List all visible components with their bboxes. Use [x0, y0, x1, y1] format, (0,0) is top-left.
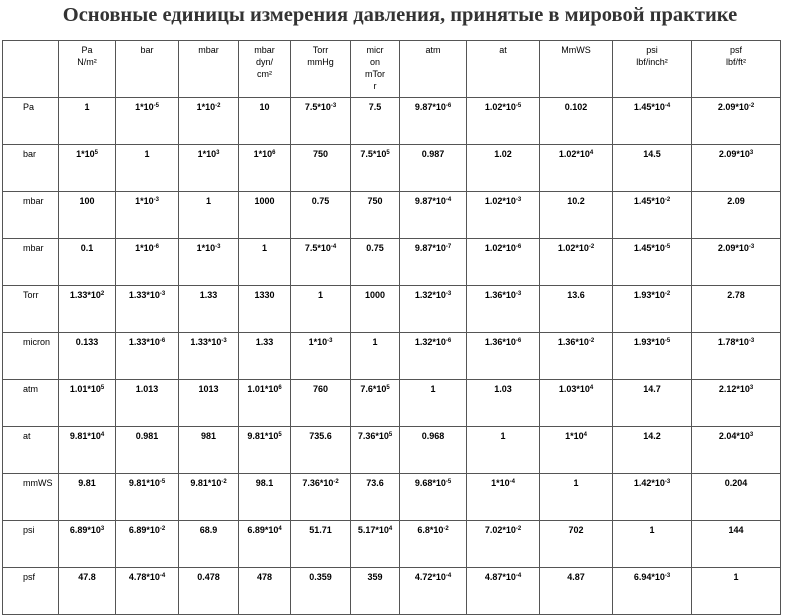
row-header: mbar: [3, 192, 59, 239]
table-cell: $6.94*10^{-3}$: [613, 568, 692, 615]
table-cell: 750: [351, 192, 400, 239]
table-cell: $1.32*10^{-6}$: [400, 333, 467, 380]
table-cell: 760: [291, 380, 351, 427]
table-cell: $1*10^{-4}$: [467, 474, 540, 521]
table-cell: 0.968: [400, 427, 467, 474]
row-header: psi: [3, 521, 59, 568]
row-header: atm: [3, 380, 59, 427]
table-cell: 100: [59, 192, 116, 239]
table-cell: $1.02*10^{-6}$: [467, 239, 540, 286]
table-cell: 1: [239, 239, 291, 286]
table-row: [3, 98, 781, 145]
table-cell: 68.9: [179, 521, 239, 568]
table-cell: $1.02*10^4$: [540, 145, 613, 192]
table-cell: 1: [467, 427, 540, 474]
column-header: psf lbf/ft²: [692, 41, 781, 98]
table-row: [3, 568, 781, 615]
table-cell: 0.478: [179, 568, 239, 615]
row-header: bar: [3, 145, 59, 192]
table-cell: $1.36*10^{-6}$: [467, 333, 540, 380]
table-cell: 1013: [179, 380, 239, 427]
table-cell: 0.133: [59, 333, 116, 380]
table-cell: 1: [351, 333, 400, 380]
table-cell: 98.1: [239, 474, 291, 521]
table-cell: $6.89*10^3$: [59, 521, 116, 568]
table-cell: 2.09: [692, 192, 781, 239]
table-cell: 13.6: [540, 286, 613, 333]
table-cell: 47.8: [59, 568, 116, 615]
table-cell: $4.78*10^{-4}$: [116, 568, 179, 615]
table-cell: $1.45*10^{-5}$: [613, 239, 692, 286]
table-cell: 0.75: [291, 192, 351, 239]
column-header: Torr mmHg: [291, 41, 351, 98]
row-header: Torr: [3, 286, 59, 333]
table-cell: $2.09*10^{-3}$: [692, 239, 781, 286]
table-cell: $2.04*10^3$: [692, 427, 781, 474]
table-cell: $6.89*10^4$: [239, 521, 291, 568]
table-cell: 359: [351, 568, 400, 615]
table-cell: $1.33*10^{-3}$: [116, 286, 179, 333]
column-header: bar: [116, 41, 179, 98]
row-header: at: [3, 427, 59, 474]
table-row: [3, 239, 781, 286]
table-cell: 478: [239, 568, 291, 615]
table-cell: $7.02*10^{-2}$: [467, 521, 540, 568]
table-cell: 1330: [239, 286, 291, 333]
table-cell: $1.33*10^{-3}$: [179, 333, 239, 380]
table-cell: $1*10^5$: [59, 145, 116, 192]
row-header: mmWS: [3, 474, 59, 521]
table-cell: $9.68*10^{-5}$: [400, 474, 467, 521]
table-cell: 1000: [351, 286, 400, 333]
table-row: [3, 286, 781, 333]
table-cell: 1.33: [239, 333, 291, 380]
table-cell: $1.02*10^{-2}$: [540, 239, 613, 286]
table-cell: $1*10^{-3}$: [116, 192, 179, 239]
table-cell: $2.09*10^{-2}$: [692, 98, 781, 145]
table-cell: $6.8*10^{-2}$: [400, 521, 467, 568]
corner-cell: [3, 41, 59, 98]
table-cell: $1*10^{-3}$: [179, 239, 239, 286]
table-cell: $1.78*10^{-3}$: [692, 333, 781, 380]
table-cell: 4.87: [540, 568, 613, 615]
table-row: [3, 474, 781, 521]
table-cell: $9.81*10^{-2}$: [179, 474, 239, 521]
table-cell: $5.17*10^4$: [351, 521, 400, 568]
table-cell: $7.5*10^5$: [351, 145, 400, 192]
table-cell: 750: [291, 145, 351, 192]
table-cell: $1.36*10^{-3}$: [467, 286, 540, 333]
table-cell: 1.02: [467, 145, 540, 192]
table-cell: 0.359: [291, 568, 351, 615]
row-header: mbar: [3, 239, 59, 286]
table-cell: 144: [692, 521, 781, 568]
table-cell: 0.987: [400, 145, 467, 192]
table-cell: $9.81*10^{-5}$: [116, 474, 179, 521]
table-cell: 1: [116, 145, 179, 192]
table-cell: 14.7: [613, 380, 692, 427]
conversion-table: [2, 40, 781, 615]
table-cell: 0.102: [540, 98, 613, 145]
table-cell: 0.75: [351, 239, 400, 286]
table-cell: $1.02*10^{-3}$: [467, 192, 540, 239]
table-cell: 981: [179, 427, 239, 474]
row-header: micron: [3, 333, 59, 380]
table-cell: $1.45*10^{-4}$: [613, 98, 692, 145]
column-header: micr on mTor r: [351, 41, 400, 98]
table-cell: 702: [540, 521, 613, 568]
table-cell: $1.02*10^{-5}$: [467, 98, 540, 145]
table-cell: 14.5: [613, 145, 692, 192]
column-header: psi lbf/inch²: [613, 41, 692, 98]
column-header: atm: [400, 41, 467, 98]
table-cell: $9.81*10^4$: [59, 427, 116, 474]
table-row: [3, 380, 781, 427]
table-cell: $1.33*10^{-6}$: [116, 333, 179, 380]
table-cell: 735.6: [291, 427, 351, 474]
row-header: psf: [3, 568, 59, 615]
page-title: Основные единицы измерения давления, принятые в мировой практике: [62, 4, 738, 26]
table-row: [3, 333, 781, 380]
table-cell: 10: [239, 98, 291, 145]
table-cell: $1.03*10^4$: [540, 380, 613, 427]
table-cell: $1.45*10^{-2}$: [613, 192, 692, 239]
table-cell: $7.5*10^{-3}$: [291, 98, 351, 145]
table-cell: 9.81: [59, 474, 116, 521]
table-row: [3, 427, 781, 474]
table-row: [3, 192, 781, 239]
header-row: [3, 41, 781, 98]
table-cell: $7.36*10^5$: [351, 427, 400, 474]
table-cell: $1.42*10^{-3}$: [613, 474, 692, 521]
table-cell: 0.981: [116, 427, 179, 474]
table-cell: 1: [540, 474, 613, 521]
table-cell: $7.36*10^{-2}$: [291, 474, 351, 521]
table-cell: 1.03: [467, 380, 540, 427]
table-row: [3, 145, 781, 192]
table-cell: 1: [400, 380, 467, 427]
table-cell: 1: [179, 192, 239, 239]
table-cell: 7.5: [351, 98, 400, 145]
column-header: MmWS: [540, 41, 613, 98]
column-header: mbar dyn/ cm²: [239, 41, 291, 98]
table-cell: $1.01*10^5$: [59, 380, 116, 427]
table-cell: $1.33*10^2$: [59, 286, 116, 333]
table-cell: $9.87*10^{-7}$: [400, 239, 467, 286]
table-cell: $1*10^{-3}$: [291, 333, 351, 380]
table-cell: 2.78: [692, 286, 781, 333]
table-cell: $9.87*10^{-6}$: [400, 98, 467, 145]
table-cell: $9.87*10^{-4}$: [400, 192, 467, 239]
row-header: Pa: [3, 98, 59, 145]
table-cell: 14.2: [613, 427, 692, 474]
table-cell: $6.89*10^{-2}$: [116, 521, 179, 568]
table-cell: $7.6*10^5$: [351, 380, 400, 427]
column-header: Pa N/m²: [59, 41, 116, 98]
table-cell: $1.36*10^{-2}$: [540, 333, 613, 380]
table-cell: 1.33: [179, 286, 239, 333]
table-cell: $1*10^{-2}$: [179, 98, 239, 145]
table-cell: $4.87*10^{-4}$: [467, 568, 540, 615]
table-cell: 1: [692, 568, 781, 615]
table-cell: 1.013: [116, 380, 179, 427]
table-cell: $1.01*10^6$: [239, 380, 291, 427]
table-cell: 0.1: [59, 239, 116, 286]
table-cell: $1*10^4$: [540, 427, 613, 474]
table-cell: $2.12*10^3$: [692, 380, 781, 427]
table-cell: $1.32*10^{-3}$: [400, 286, 467, 333]
table-cell: 1000: [239, 192, 291, 239]
table-cell: $4.72*10^{-4}$: [400, 568, 467, 615]
table-cell: 51.71: [291, 521, 351, 568]
table-cell: 10.2: [540, 192, 613, 239]
table-cell: $9.81*10^5$: [239, 427, 291, 474]
table-cell: $1.93*10^{-5}$: [613, 333, 692, 380]
table-cell: $1*10^3$: [179, 145, 239, 192]
table-cell: $7.5*10^{-4}$: [291, 239, 351, 286]
table-cell: $1*10^{-6}$: [116, 239, 179, 286]
table-cell: $1*10^{-5}$: [116, 98, 179, 145]
column-header: at: [467, 41, 540, 98]
table-cell: 1: [59, 98, 116, 145]
table-cell: $1*10^6$: [239, 145, 291, 192]
table-cell: $1.93*10^{-2}$: [613, 286, 692, 333]
table-cell: $2.09*10^3$: [692, 145, 781, 192]
table-cell: 73.6: [351, 474, 400, 521]
column-header: mbar: [179, 41, 239, 98]
table-cell: 1: [613, 521, 692, 568]
table-cell: 0.204: [692, 474, 781, 521]
table-cell: 1: [291, 286, 351, 333]
table-row: [3, 521, 781, 568]
